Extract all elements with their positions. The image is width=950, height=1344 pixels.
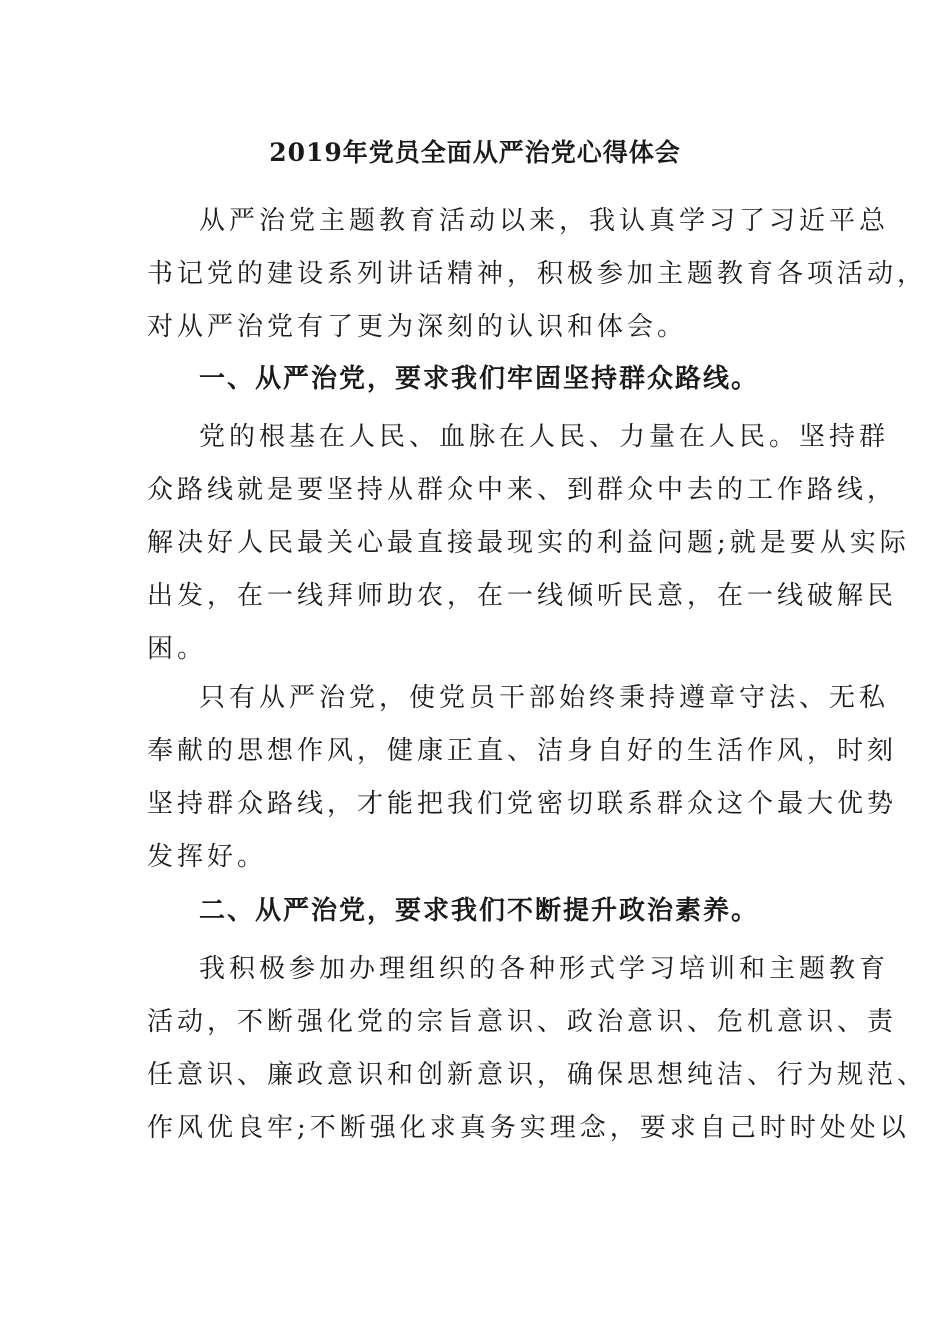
paragraph-line: 作风优良牢;不断强化求真务实理念，要求自己时时处处以	[147, 1113, 910, 1143]
paragraph-line: 解决好人民最关心最直接最现实的利益问题;就是要从实际	[147, 528, 910, 558]
section-heading-2: 二、从严治党，要求我们不断提升政治素养。	[199, 896, 760, 926]
paragraph-line: 书记党的建设系列讲话精神，积极参加主题教育各项活动，	[147, 259, 928, 289]
paragraph-line: 只有从严治党，使党员干部始终秉持遵章守法、无私	[199, 683, 890, 713]
paragraph-line: 困。	[147, 634, 208, 664]
paragraph-line: 发挥好。	[147, 842, 268, 872]
paragraph-intro	[147, 195, 928, 354]
paragraph-line: 任意识、廉政意识和创新意识，确保思想纯洁、行为规范、	[147, 1060, 928, 1090]
paragraph-section2	[147, 943, 928, 1155]
paragraph-line: 我积极参加办理组织的各种形式学习培训和主题教育	[199, 954, 890, 984]
paragraph-line: 众路线就是要坚持从群众中来、到群众中去的工作路线，	[147, 475, 898, 505]
paragraph-line: 活动，不断强化党的宗旨意识、政治意识、危机意识、责	[147, 1007, 898, 1037]
paragraph-line: 从严治党主题教育活动以来，我认真学习了习近平总	[199, 206, 890, 236]
paragraph-line: 奉献的思想作风，健康正直、洁身自好的生活作风，时刻	[147, 736, 898, 766]
paragraph-line: 党的根基在人民、血脉在人民、力量在人民。坚持群	[199, 422, 890, 452]
document-title: 2019年党员全面从严治党心得体会	[269, 138, 681, 167]
paragraph-section1-b	[147, 672, 898, 884]
paragraph-line: 对从严治党有了更为深刻的认识和体会。	[147, 312, 688, 342]
paragraph-line: 出发，在一线拜师助农，在一线倾听民意，在一线破解民	[147, 581, 898, 611]
section-heading-1: 一、从严治党，要求我们牢固坚持群众路线。	[199, 364, 760, 394]
paragraph-section1-a	[147, 411, 910, 676]
paragraph-line: 坚持群众路线，才能把我们党密切联系群众这个最大优势	[147, 789, 898, 819]
